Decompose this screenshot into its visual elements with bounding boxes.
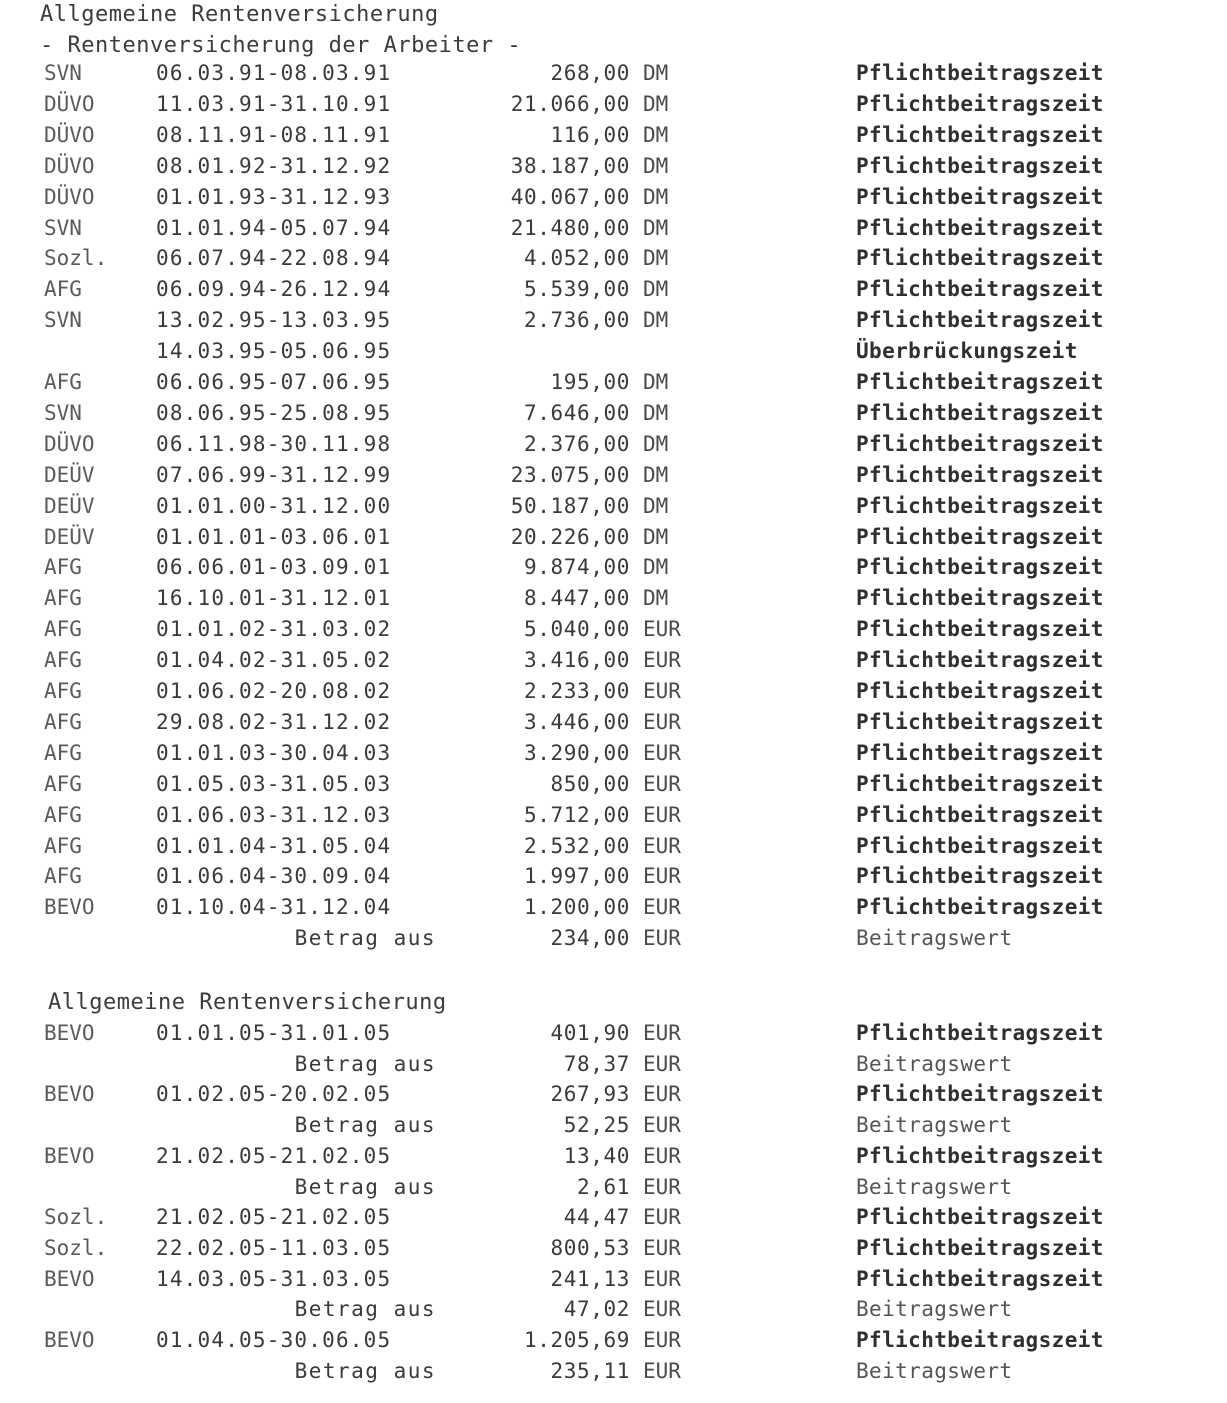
table-row (0, 1082, 1227, 1112)
period-type: Pflichtbeitragszeit (856, 740, 1104, 765)
period-type: Pflichtbeitragszeit (856, 61, 1104, 85)
period-range: 01.02.05-20.02.05 (156, 1082, 392, 1107)
period-type: Pflichtbeitragszeit (856, 431, 1104, 456)
period-range: 01.06.04-30.09.04 (156, 864, 392, 889)
betrag-label: Betrag aus (294, 926, 436, 951)
currency-unit: EUR (643, 771, 681, 796)
period-range: 01.01.01-03.06.01 (156, 524, 392, 549)
insurance-code: DEÜV (44, 524, 95, 549)
period-type: Pflichtbeitragszeit (856, 833, 1104, 858)
section-heading: Allgemeine Rentenversicherung (48, 990, 447, 1015)
period-range: 21.02.05-21.02.05 (156, 1205, 392, 1230)
amount-value: 3.416,00 (524, 648, 630, 673)
amount-value: 3.446,00 (524, 709, 630, 734)
table-row (0, 772, 1227, 802)
betrag-row (0, 1113, 1227, 1143)
currency-unit: EUR (643, 1082, 681, 1107)
insurance-code: Sozl. (44, 1235, 108, 1260)
insurance-code: Sozl. (44, 1205, 108, 1230)
period-range: 08.11.91-08.11.91 (156, 122, 392, 147)
insurance-code: BEVO (44, 1328, 95, 1352)
table-row (0, 185, 1227, 215)
currency-unit: EUR (643, 740, 681, 765)
period-type: Pflichtbeitragszeit (856, 246, 1104, 271)
currency-unit: EUR (643, 864, 681, 889)
amount-value: 40.067,00 (510, 184, 630, 209)
period-type: Pflichtbeitragszeit (856, 1266, 1104, 1291)
period-type: Pflichtbeitragszeit (856, 771, 1104, 796)
period-type: Pflichtbeitragszeit (856, 400, 1104, 425)
amount-value: 241,13 (550, 1266, 630, 1291)
amount-value: 5.539,00 (524, 277, 630, 302)
amount-value: 20.226,00 (510, 524, 630, 549)
table-row (0, 803, 1227, 833)
table-row (0, 308, 1227, 338)
period-range: 11.03.91-31.10.91 (156, 91, 392, 116)
insurance-code: AFG (44, 648, 82, 673)
amount-value: 5.040,00 (524, 617, 630, 642)
amount-value: 52,25 (563, 1113, 630, 1138)
currency-unit: EUR (643, 617, 681, 642)
insurance-code: BEVO (44, 1266, 95, 1291)
period-range: 06.11.98-30.11.98 (156, 431, 392, 456)
amount-value: 850,00 (550, 771, 630, 796)
table-row (0, 864, 1227, 894)
period-range: 01.01.93-31.12.93 (156, 184, 392, 209)
table-row (0, 895, 1227, 925)
betrag-label: Betrag aus (294, 1358, 436, 1383)
insurance-code: DÜVO (44, 153, 95, 178)
table-row (0, 92, 1227, 122)
period-range: 01.01.94-05.07.94 (156, 215, 392, 240)
insurance-code: SVN (44, 215, 82, 240)
betrag-row (0, 926, 1227, 956)
currency-unit: DM (643, 215, 669, 240)
amount-value: 234,00 (550, 926, 630, 951)
period-type: Beitragswert (856, 1358, 1013, 1383)
currency-unit: EUR (643, 1266, 681, 1291)
period-range: 06.03.91-08.03.91 (156, 61, 392, 85)
amount-value: 2.376,00 (524, 431, 630, 456)
currency-unit: DM (643, 122, 669, 147)
currency-unit: DM (643, 586, 669, 611)
currency-unit: EUR (643, 802, 681, 827)
period-range: 01.10.04-31.12.04 (156, 895, 392, 920)
betrag-row (0, 1175, 1227, 1205)
period-type: Pflichtbeitragszeit (856, 122, 1104, 147)
table-row (0, 494, 1227, 524)
currency-unit: DM (643, 153, 669, 178)
amount-value: 47,02 (563, 1297, 630, 1322)
table-row (0, 277, 1227, 307)
period-type: Pflichtbeitragszeit (856, 215, 1104, 240)
table-row (0, 741, 1227, 771)
insurance-code: AFG (44, 277, 82, 302)
insurance-code: BEVO (44, 895, 95, 920)
period-range: 21.02.05-21.02.05 (156, 1143, 392, 1168)
table-row (0, 1021, 1227, 1051)
currency-unit: EUR (643, 648, 681, 673)
insurance-code: AFG (44, 771, 82, 796)
period-range: 01.06.02-20.08.02 (156, 679, 392, 703)
period-type: Pflichtbeitragszeit (856, 679, 1104, 703)
insurance-code: AFG (44, 555, 82, 580)
amount-value: 1.200,00 (524, 895, 630, 920)
period-range: 06.06.01-03.09.01 (156, 555, 392, 580)
period-range: 06.07.94-22.08.94 (156, 246, 392, 271)
period-type: Pflichtbeitragszeit (856, 184, 1104, 209)
currency-unit: DM (643, 462, 669, 487)
period-range: 16.10.01-31.12.01 (156, 586, 392, 611)
insurance-code: BEVO (44, 1021, 95, 1045)
period-type: Beitragswert (856, 926, 1013, 951)
period-range: 01.01.05-31.01.05 (156, 1021, 392, 1045)
currency-unit: DM (643, 61, 669, 85)
amount-value: 23.075,00 (510, 462, 630, 487)
amount-value: 401,90 (550, 1021, 630, 1045)
betrag-row (0, 1052, 1227, 1082)
table-row (0, 154, 1227, 184)
table-row (0, 1267, 1227, 1297)
insurance-code: AFG (44, 679, 82, 703)
period-type: Beitragswert (856, 1051, 1013, 1076)
betrag-label: Betrag aus (294, 1297, 436, 1322)
period-type: Pflichtbeitragszeit (856, 555, 1104, 580)
table-row (0, 648, 1227, 678)
period-range: 01.05.03-31.05.03 (156, 771, 392, 796)
amount-value: 1.205,69 (524, 1328, 630, 1352)
period-type: Pflichtbeitragszeit (856, 308, 1104, 333)
table-row (0, 123, 1227, 153)
amount-value: 800,53 (550, 1235, 630, 1260)
period-type: Pflichtbeitragszeit (856, 648, 1104, 673)
table-row (0, 61, 1227, 91)
insurance-code: Sozl. (44, 246, 108, 271)
currency-unit: DM (643, 370, 669, 394)
currency-unit: EUR (643, 679, 681, 703)
period-type: Überbrückungszeit (856, 339, 1078, 364)
table-row (0, 246, 1227, 276)
currency-unit: DM (643, 277, 669, 302)
insurance-code: AFG (44, 740, 82, 765)
table-row (0, 710, 1227, 740)
betrag-label: Betrag aus (294, 1051, 436, 1076)
period-type: Pflichtbeitragszeit (856, 524, 1104, 549)
betrag-row (0, 1359, 1227, 1389)
table-row (0, 339, 1227, 369)
period-range: 01.04.02-31.05.02 (156, 648, 392, 673)
betrag-label: Betrag aus (294, 1113, 436, 1138)
period-type: Beitragswert (856, 1297, 1013, 1322)
insurance-code: AFG (44, 709, 82, 734)
period-type: Pflichtbeitragszeit (856, 1235, 1104, 1260)
amount-value: 4.052,00 (524, 246, 630, 271)
amount-value: 2.736,00 (524, 308, 630, 333)
amount-value: 8.447,00 (524, 586, 630, 611)
currency-unit: EUR (643, 1205, 681, 1230)
currency-unit: EUR (643, 895, 681, 920)
period-range: 29.08.02-31.12.02 (156, 709, 392, 734)
period-type: Beitragswert (856, 1113, 1013, 1138)
table-row (0, 617, 1227, 647)
currency-unit: EUR (643, 1235, 681, 1260)
currency-unit: EUR (643, 1113, 681, 1138)
table-row (0, 1144, 1227, 1174)
period-range: 14.03.95-05.06.95 (156, 339, 392, 364)
insurance-code: SVN (44, 400, 82, 425)
amount-value: 2.532,00 (524, 833, 630, 858)
period-type: Pflichtbeitragszeit (856, 153, 1104, 178)
amount-value: 38.187,00 (510, 153, 630, 178)
table-row (0, 525, 1227, 555)
table-row (0, 679, 1227, 709)
currency-unit: DM (643, 524, 669, 549)
amount-value: 2,61 (577, 1174, 630, 1199)
period-type: Pflichtbeitragszeit (856, 370, 1104, 394)
period-type: Pflichtbeitragszeit (856, 91, 1104, 116)
currency-unit: EUR (643, 709, 681, 734)
table-row (0, 216, 1227, 246)
period-type: Pflichtbeitragszeit (856, 1143, 1104, 1168)
currency-unit: DM (643, 184, 669, 209)
section-subheading: - Rentenversicherung der Arbeiter - (40, 33, 522, 58)
period-type: Pflichtbeitragszeit (856, 493, 1104, 518)
betrag-row (0, 1297, 1227, 1327)
insurance-code: DEÜV (44, 462, 95, 487)
period-range: 06.09.94-26.12.94 (156, 277, 392, 302)
amount-value: 5.712,00 (524, 802, 630, 827)
period-range: 01.01.03-30.04.03 (156, 740, 392, 765)
insurance-code: BEVO (44, 1143, 95, 1168)
amount-value: 13,40 (563, 1143, 630, 1168)
period-type: Pflichtbeitragszeit (856, 277, 1104, 302)
table-row (0, 834, 1227, 864)
currency-unit: DM (643, 246, 669, 271)
period-type: Pflichtbeitragszeit (856, 864, 1104, 889)
amount-value: 3.290,00 (524, 740, 630, 765)
currency-unit: DM (643, 431, 669, 456)
period-range: 01.04.05-30.06.05 (156, 1328, 392, 1352)
table-row (0, 1328, 1227, 1358)
period-type: Pflichtbeitragszeit (856, 1205, 1104, 1230)
currency-unit: DM (643, 493, 669, 518)
insurance-code: AFG (44, 802, 82, 827)
currency-unit: DM (643, 308, 669, 333)
period-type: Pflichtbeitragszeit (856, 586, 1104, 611)
table-row (0, 401, 1227, 431)
period-type: Pflichtbeitragszeit (856, 1021, 1104, 1045)
period-range: 01.01.02-31.03.02 (156, 617, 392, 642)
period-type: Pflichtbeitragszeit (856, 709, 1104, 734)
amount-value: 267,93 (550, 1082, 630, 1107)
amount-value: 7.646,00 (524, 400, 630, 425)
period-range: 07.06.99-31.12.99 (156, 462, 392, 487)
insurance-code: DÜVO (44, 184, 95, 209)
currency-unit: EUR (643, 1358, 681, 1383)
period-type: Beitragswert (856, 1174, 1013, 1199)
insurance-code: DÜVO (44, 431, 95, 456)
table-row (0, 432, 1227, 462)
period-range: 14.03.05-31.03.05 (156, 1266, 392, 1291)
amount-value: 78,37 (563, 1051, 630, 1076)
amount-value: 1.997,00 (524, 864, 630, 889)
amount-value: 268,00 (550, 61, 630, 85)
currency-unit: EUR (643, 1021, 681, 1045)
period-range: 01.06.03-31.12.03 (156, 802, 392, 827)
insurance-code: DEÜV (44, 493, 95, 518)
insurance-code: DÜVO (44, 122, 95, 147)
period-type: Pflichtbeitragszeit (856, 617, 1104, 642)
table-row (0, 463, 1227, 493)
period-range: 01.01.04-31.05.04 (156, 833, 392, 858)
insurance-code: AFG (44, 864, 82, 889)
amount-value: 116,00 (550, 122, 630, 147)
amount-value: 9.874,00 (524, 555, 630, 580)
period-range: 01.01.00-31.12.00 (156, 493, 392, 518)
amount-value: 235,11 (550, 1358, 630, 1383)
amount-value: 21.480,00 (510, 215, 630, 240)
currency-unit: EUR (643, 1143, 681, 1168)
amount-value: 21.066,00 (510, 91, 630, 116)
period-range: 22.02.05-11.03.05 (156, 1235, 392, 1260)
period-range: 08.06.95-25.08.95 (156, 400, 392, 425)
insurance-code: SVN (44, 308, 82, 333)
period-range: 13.02.95-13.03.95 (156, 308, 392, 333)
amount-value: 50.187,00 (510, 493, 630, 518)
insurance-code: AFG (44, 586, 82, 611)
currency-unit: EUR (643, 1328, 681, 1352)
currency-unit: DM (643, 91, 669, 116)
currency-unit: EUR (643, 1297, 681, 1322)
amount-value: 195,00 (550, 370, 630, 394)
currency-unit: EUR (643, 1174, 681, 1199)
table-row (0, 1205, 1227, 1235)
period-type: Pflichtbeitragszeit (856, 895, 1104, 920)
table-row (0, 586, 1227, 616)
currency-unit: EUR (643, 926, 681, 951)
table-row (0, 370, 1227, 400)
section-heading: Allgemeine Rentenversicherung (40, 2, 439, 27)
insurance-code: DÜVO (44, 91, 95, 116)
period-type: Pflichtbeitragszeit (856, 802, 1104, 827)
period-type: Pflichtbeitragszeit (856, 1328, 1104, 1352)
table-row (0, 1236, 1227, 1266)
betrag-label: Betrag aus (294, 1174, 436, 1199)
amount-value: 2.233,00 (524, 679, 630, 703)
currency-unit: EUR (643, 833, 681, 858)
period-type: Pflichtbeitragszeit (856, 462, 1104, 487)
period-range: 08.01.92-31.12.92 (156, 153, 392, 178)
period-range: 06.06.95-07.06.95 (156, 370, 392, 394)
insurance-code: AFG (44, 833, 82, 858)
period-type: Pflichtbeitragszeit (856, 1082, 1104, 1107)
table-row (0, 555, 1227, 585)
currency-unit: EUR (643, 1051, 681, 1076)
currency-unit: DM (643, 400, 669, 425)
insurance-code: SVN (44, 61, 82, 85)
insurance-code: AFG (44, 617, 82, 642)
currency-unit: DM (643, 555, 669, 580)
insurance-code: AFG (44, 370, 82, 394)
insurance-code: BEVO (44, 1082, 95, 1107)
amount-value: 44,47 (563, 1205, 630, 1230)
